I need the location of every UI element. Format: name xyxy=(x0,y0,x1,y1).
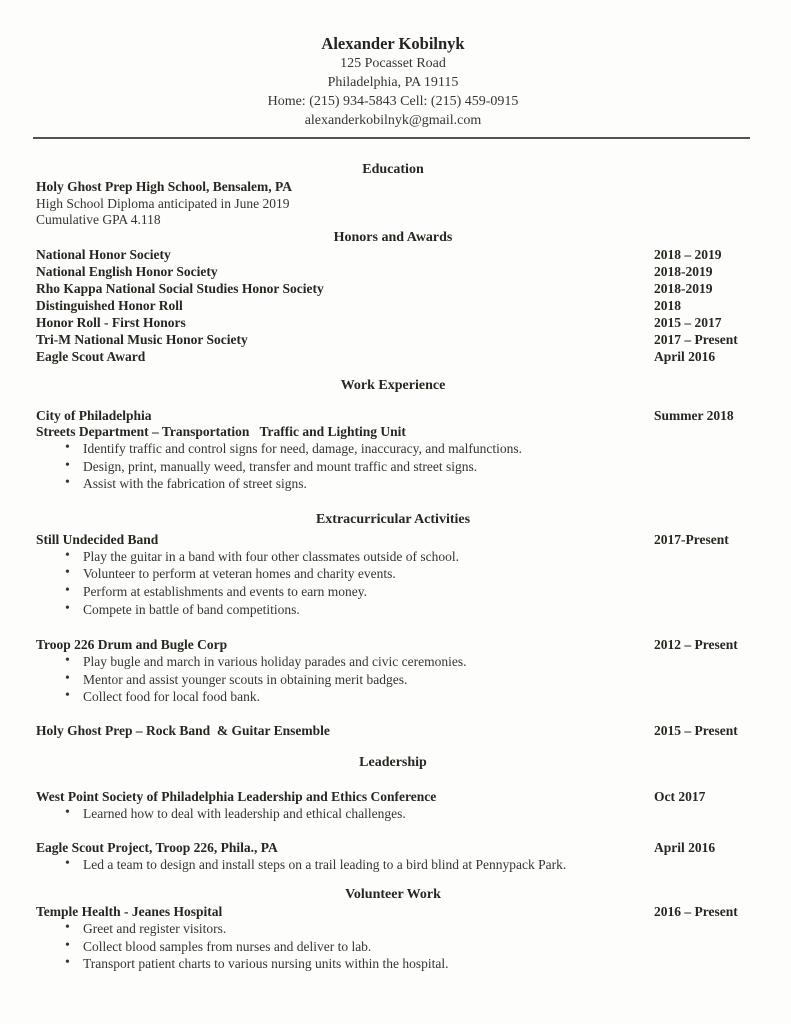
bullet-list xyxy=(36,805,750,823)
entry-date: Oct 2017 xyxy=(654,788,706,804)
honor-label: National Honor Society xyxy=(36,246,171,262)
entry-date: 2012 – Present xyxy=(654,637,738,653)
honors-row xyxy=(36,348,750,365)
honors-row xyxy=(36,263,750,280)
bullet-item: • Design, print, manually weed, transfer and mount traffic and street signs. xyxy=(36,458,750,476)
bullet-item: • Assist with the fabrication of street signs. xyxy=(36,475,750,493)
bullet-item: • Greet and register visitors. xyxy=(36,920,750,938)
honor-date: 2018 – 2019 xyxy=(654,246,722,262)
bullet-item: • Transport patient charts to various nursing units within the hospital. xyxy=(36,955,750,973)
bullet-item: • Led a team to design and install steps on a trail leading to a bird blind at Pennypack Park. xyxy=(36,856,750,874)
honor-date: April 2016 xyxy=(654,348,716,364)
extracurricular-entry xyxy=(36,636,750,706)
entry-title: City of Philadelphia xyxy=(36,407,152,423)
extracurricular-entry xyxy=(36,531,750,618)
honors-row xyxy=(36,331,750,348)
bullet-item: • Mentor and assist younger scouts in obtaining merit badges. xyxy=(36,671,750,689)
honors-row xyxy=(36,314,750,331)
phone-line: Home: (215) 934-5843 Cell: (215) 459-0915 xyxy=(267,94,519,109)
entry-title-row xyxy=(36,722,750,739)
address-line-2: Philadelphia, PA 19115 xyxy=(327,75,459,90)
entry-date: 2017-Present xyxy=(654,531,729,547)
bullet-list xyxy=(36,440,750,493)
entry-title-row xyxy=(36,903,750,920)
address-line-1: 125 Pocasset Road xyxy=(340,56,446,71)
bullet-item: • Identify traffic and control signs for need, damage, inaccuracy, and malfunctions. xyxy=(36,440,750,458)
entry-date: April 2016 xyxy=(654,839,716,855)
entry-title: Troop 226 Drum and Bugle Corp xyxy=(36,637,228,653)
extracurricular-entry xyxy=(36,722,750,739)
honor-label: Eagle Scout Award xyxy=(36,348,146,364)
honor-label: National English Honor Society xyxy=(36,263,218,279)
email-text: alexanderkobilnyk@gmail.com xyxy=(304,113,482,128)
entry-title-row xyxy=(36,839,750,856)
honors-row xyxy=(36,246,750,263)
bullet-list xyxy=(36,856,750,874)
honor-label: Tri-M National Music Honor Society xyxy=(36,331,248,347)
bullet-item: • Collect food for local food bank. xyxy=(36,688,750,706)
header-divider-rule xyxy=(33,137,750,139)
bullet-item: • Compete in battle of band competitions. xyxy=(36,601,750,619)
entry-title-row xyxy=(36,636,750,653)
leadership-entry xyxy=(36,788,750,823)
entry-date: Summer 2018 xyxy=(654,407,734,423)
honor-label: Honor Roll - First Honors xyxy=(36,314,186,330)
entry-title: Temple Health - Jeanes Hospital xyxy=(36,904,223,920)
section-heading-leadership: Leadership xyxy=(359,754,427,770)
honor-date: 2018-2019 xyxy=(654,280,713,296)
entry-subtitle: Streets Department – Transportation Traffic and Lighting Unit xyxy=(36,423,406,439)
bullet-list xyxy=(36,653,750,706)
section-heading-work: Work Experience xyxy=(340,377,446,393)
education-diploma: High School Diploma anticipated in June 2019 xyxy=(36,195,290,211)
section-heading-education: Education xyxy=(362,162,424,177)
education-school: Holy Ghost Prep High School, Bensalem, PA xyxy=(36,179,293,194)
bullet-item: • Learned how to deal with leadership and ethical challenges. xyxy=(36,805,750,823)
bullet-item: • Perform at establishments and events to earn money. xyxy=(36,583,750,601)
section-heading-volunteer: Volunteer Work xyxy=(345,887,441,903)
bullet-item: • Play bugle and march in various holiday parades and civic ceremonies. xyxy=(36,653,750,671)
section-heading-extracurricular: Extracurricular Activities xyxy=(315,511,471,527)
candidate-name: Alexander Kobilnyk xyxy=(321,34,465,53)
entry-title: Eagle Scout Project, Troop 226, Phila., PA xyxy=(36,839,278,855)
work-entry xyxy=(36,407,750,493)
bullet-item: • Volunteer to perform at veteran homes and charity events. xyxy=(36,565,750,583)
bullet-item: • Play the guitar in a band with four other classmates outside of school. xyxy=(36,548,750,566)
section-heading-honors: Honors and Awards xyxy=(333,229,453,245)
bullet-list xyxy=(36,920,750,973)
honor-label: Distinguished Honor Roll xyxy=(36,297,183,313)
entry-title-row xyxy=(36,788,750,805)
honors-row xyxy=(36,297,750,314)
honor-date: 2015 – 2017 xyxy=(654,314,722,330)
honor-date: 2018-2019 xyxy=(654,263,713,279)
entry-title: West Point Society of Philadelphia Leadership and Ethics Conference xyxy=(36,788,437,804)
volunteer-entry xyxy=(36,903,750,973)
honor-date: 2017 – Present xyxy=(654,331,738,347)
entry-title-row xyxy=(36,531,750,548)
entry-title: Still Undecided Band xyxy=(36,531,159,547)
entry-title-row xyxy=(36,407,750,424)
bullet-item: • Collect blood samples from nurses and deliver to lab. xyxy=(36,938,750,956)
entry-title: Holy Ghost Prep – Rock Band & Guitar Ensemble xyxy=(36,722,330,738)
entry-date: 2016 – Present xyxy=(654,904,738,920)
education-gpa: Cumulative GPA 4.118 xyxy=(36,212,161,227)
leadership-entry xyxy=(36,839,750,874)
honor-label: Rho Kappa National Social Studies Honor Society xyxy=(36,280,324,296)
honors-row xyxy=(36,280,750,297)
bullet-list xyxy=(36,548,750,618)
honor-date: 2018 xyxy=(654,297,681,313)
resume-header xyxy=(36,34,750,130)
entry-date: 2015 – Present xyxy=(654,722,738,738)
